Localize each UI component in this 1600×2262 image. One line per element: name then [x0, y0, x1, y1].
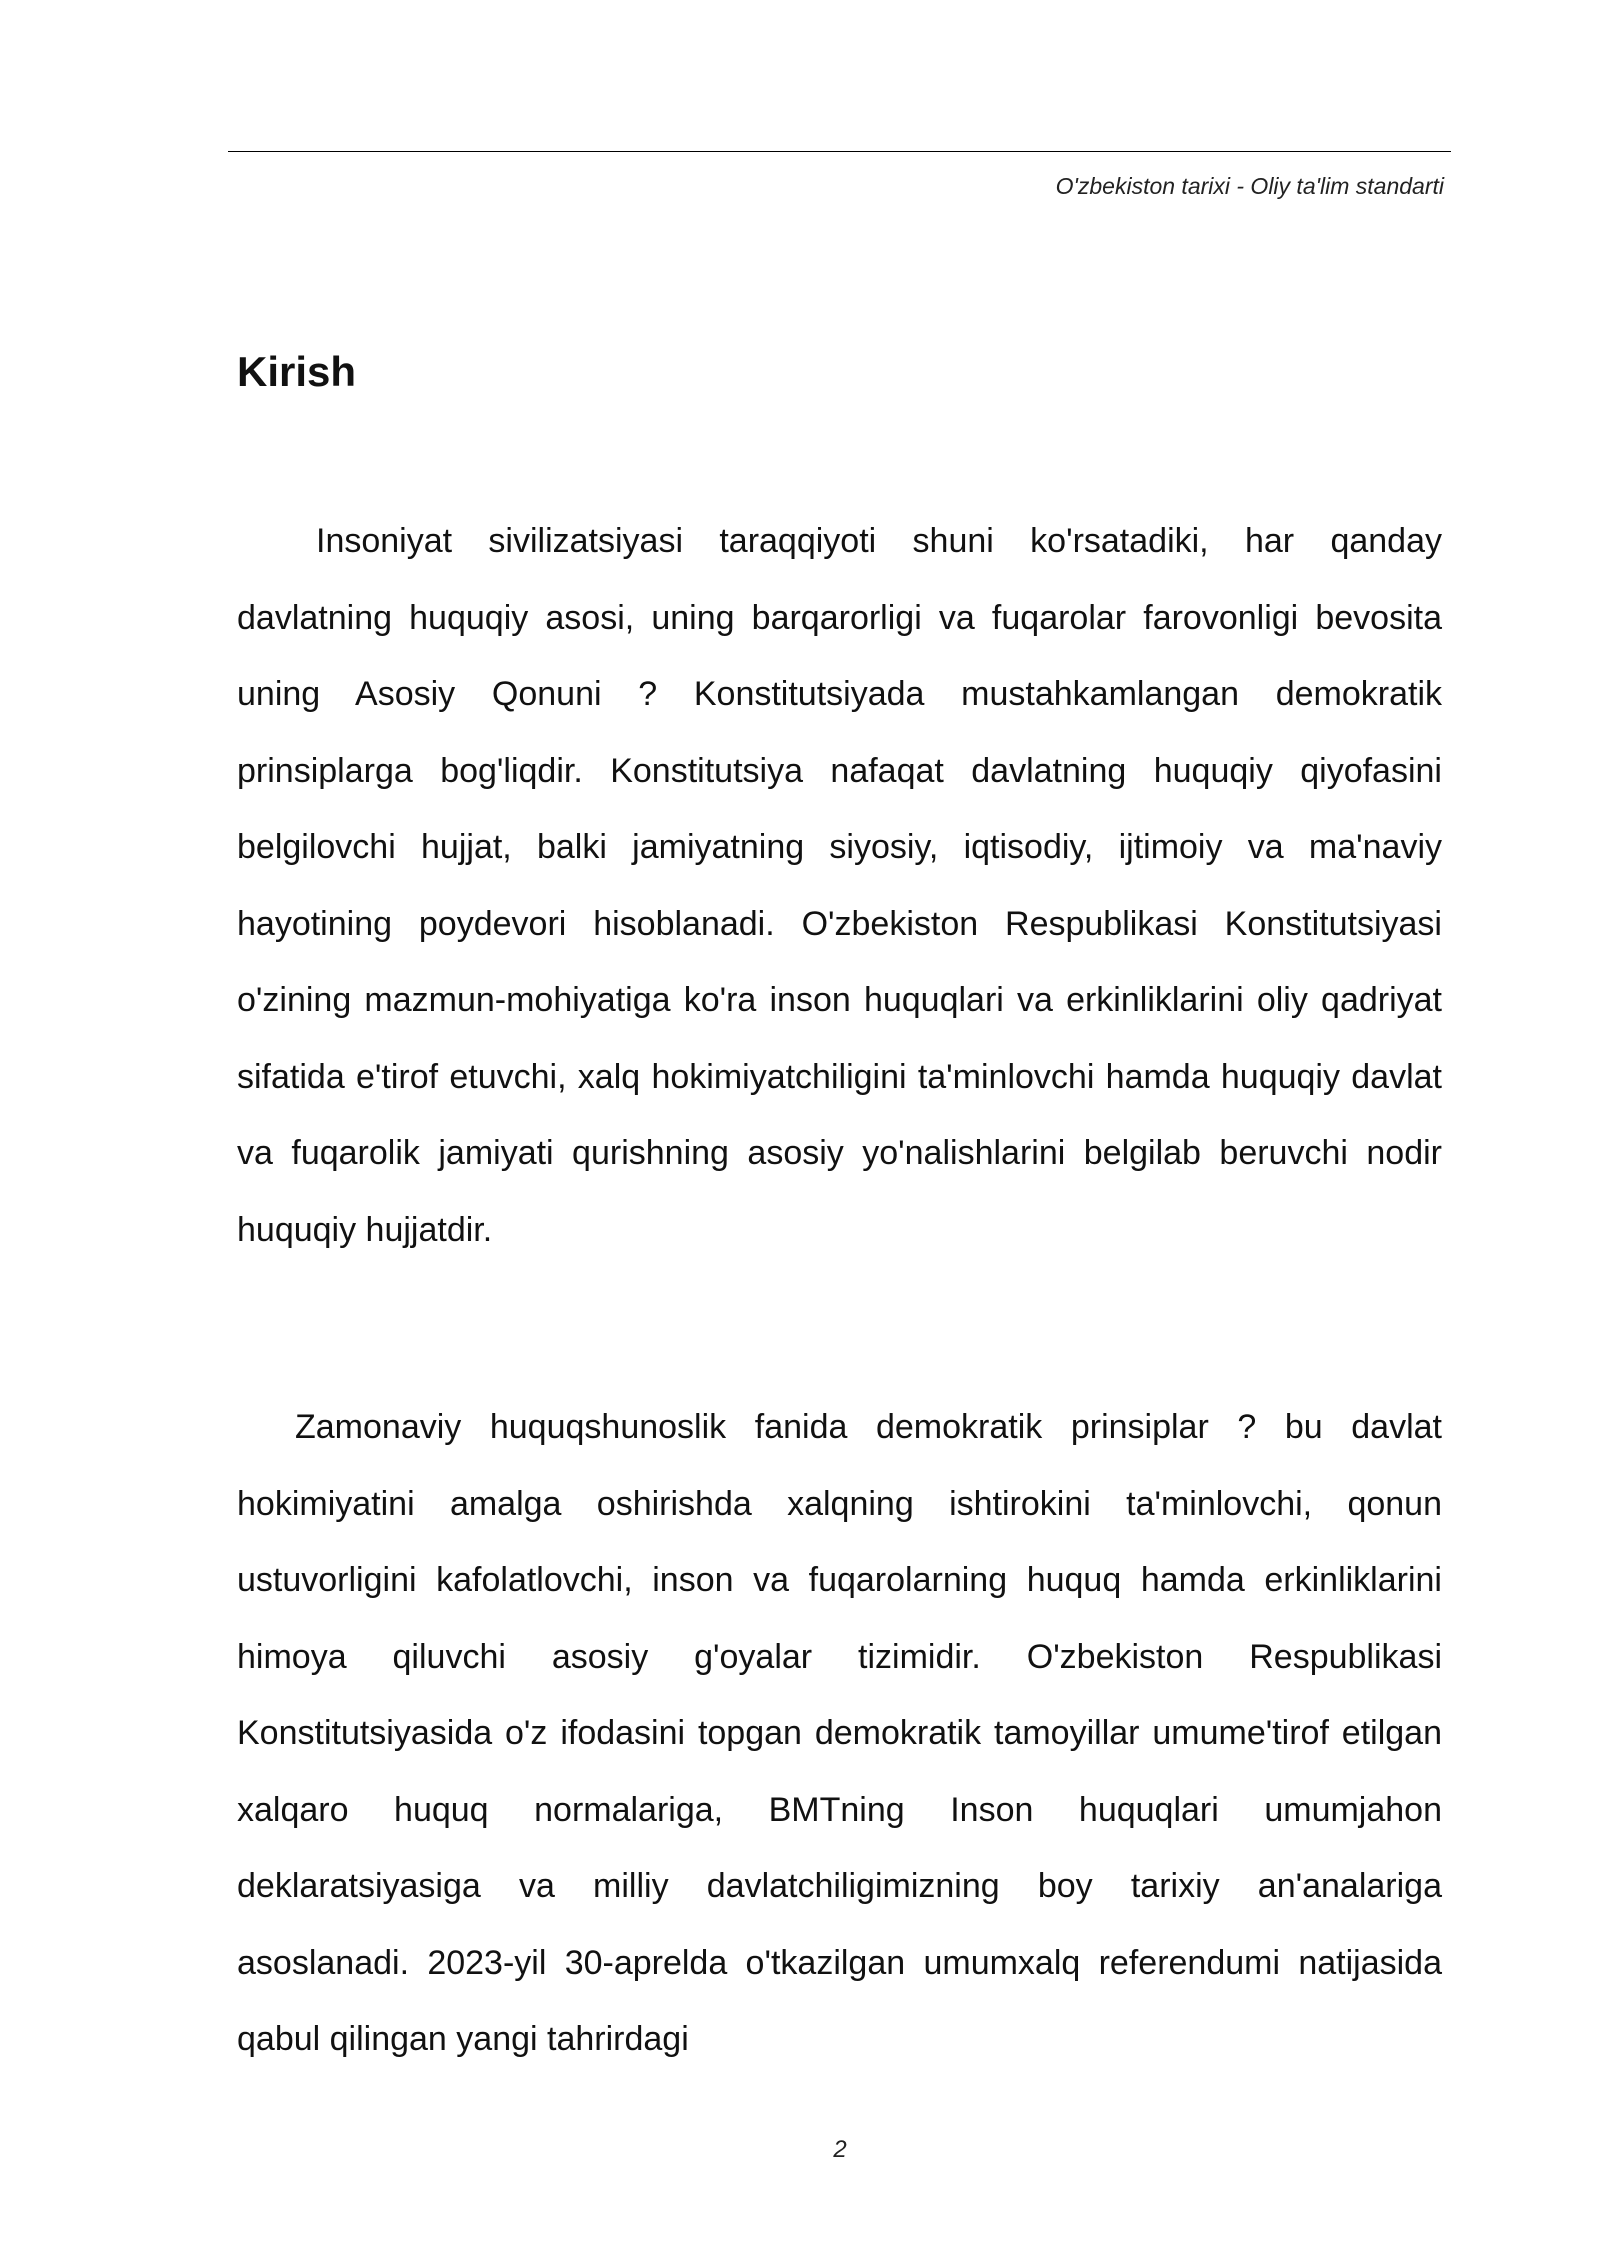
- section-title: Kirish: [237, 348, 357, 395]
- header-rule: [228, 151, 1451, 152]
- body-paragraph-2: Zamonaviy huquqshunoslik fanida demokratik prinsiplar ? bu davlat hokimiyatini amalga oshirishda xalqning ishtirokini ta'minlovchi, qonun ustuvorligini kafolatlovchi, inson va fuqarolarning huquq hamda erkinliklarini himoya qiluvchi asosiy g'oyalar tizimidir. O'zbekiston Respublikasi Konstitutsiyasida o'z ifodasini topgan demokratik tamoyillar umume'tirof etilgan xalqaro huquq normalariga, BMTning Inson huquqlari umumjahon deklaratsiyasiga va milliy davlatchiligimizning boy tarixiy an'analariga asoslanadi. 2023-yil 30-aprelda o'tkazilgan umumxalq referendumi natijasida qabul qilingan yangi tahrirdagi: [237, 1408, 1442, 2058]
- page-number: 2: [833, 2136, 847, 2163]
- body-paragraph-1: Insoniyat sivilizatsiyasi taraqqiyoti shuni ko'rsatadiki, har qanday davlatning huquqiy asosi, uning barqarorligi va fuqarolar farovonligi bevosita uning Asosiy Qonuni ? Konstitutsiyada mustahkamlangan demokratik prinsiplarga bog'liqdir. Konstitutsiya nafaqat davlatning huquqiy qiyofasini belgilovchi hujjat, balki jamiyatning siyosiy, iqtisodiy, ijtimoiy va ma'naviy hayotining poydevori hisoblanadi. O'zbekiston Respublikasi Konstitutsiyasi o'zining mazmun-mohiyatiga ko'ra inson huquqlari va erkinliklarini oliy qadriyat sifatida e'tirof etuvchi, xalq hokimiyatchiligini ta'minlovchi hamda huquqiy davlat va fuqarolik jamiyati qurishning asosiy yo'nalishlarini belgilab beruvchi nodir huquqiy hujjatdir.: [237, 522, 1442, 1249]
- running-header: O'zbekiston tarixi - Oliy ta'lim standarti: [1055, 173, 1444, 199]
